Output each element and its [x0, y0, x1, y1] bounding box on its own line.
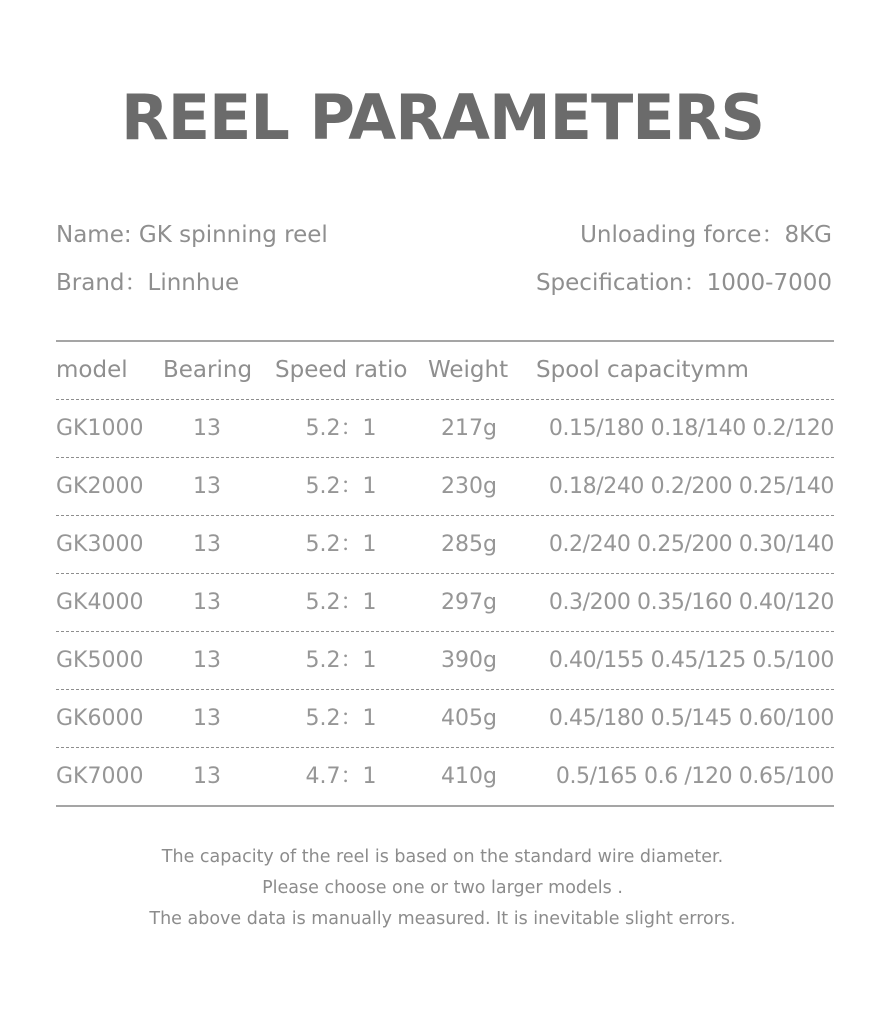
cell-speed-ratio: 5.2：1 — [305, 532, 377, 557]
table-row — [56, 458, 834, 515]
cell-model: GK4000 — [56, 590, 144, 615]
table-row — [56, 748, 834, 805]
cell-spool-capacity: 0.18/240 0.2/200 0.25/140 — [548, 474, 834, 499]
cell-model: GK1000 — [56, 416, 144, 441]
parameters-table — [56, 340, 834, 807]
header-model: model — [56, 357, 128, 383]
cell-speed-ratio: 5.2：1 — [305, 474, 377, 499]
footnotes — [0, 842, 885, 935]
table-row — [56, 574, 834, 631]
table-row — [56, 400, 834, 457]
specification: Specification：1000-7000 — [535, 270, 832, 296]
cell-speed-ratio: 4.7：1 — [305, 764, 377, 789]
cell-bearing: 13 — [193, 764, 221, 789]
table-row — [56, 516, 834, 573]
cell-weight: 217g — [441, 416, 497, 441]
cell-spool-capacity: 0.40/155 0.45/125 0.5/100 — [548, 648, 834, 673]
cell-spool-capacity: 0.15/180 0.18/140 0.2/120 — [548, 416, 834, 441]
cell-model: GK5000 — [56, 648, 144, 673]
cell-weight: 390g — [441, 648, 497, 673]
cell-bearing: 13 — [193, 706, 221, 731]
page-title: REEL PARAMETERS — [120, 81, 765, 154]
cell-model: GK3000 — [56, 532, 144, 557]
cell-model: GK2000 — [56, 474, 144, 499]
cell-spool-capacity: 0.45/180 0.5/145 0.60/100 — [548, 706, 834, 731]
cell-spool-capacity: 0.2/240 0.25/200 0.30/140 — [548, 532, 834, 557]
table-row — [56, 632, 834, 689]
unloading-force: Unloading force：8KG — [580, 222, 832, 248]
cell-bearing: 13 — [193, 474, 221, 499]
product-name: Name: GK spinning reel — [56, 222, 328, 248]
cell-speed-ratio: 5.2：1 — [305, 706, 377, 731]
cell-bearing: 13 — [193, 648, 221, 673]
footnote-line: Please choose one or two larger models . — [262, 878, 623, 898]
cell-speed-ratio: 5.2：1 — [305, 416, 377, 441]
table-row — [56, 690, 834, 747]
cell-model: GK6000 — [56, 706, 144, 731]
header-bearing: Bearing — [163, 357, 253, 383]
footnote-line: The above data is manually measured. It is inevitable slight errors. — [149, 909, 736, 929]
cell-speed-ratio: 5.2：1 — [305, 648, 377, 673]
table-header-row — [56, 342, 834, 399]
table-bottom-border — [56, 805, 834, 807]
cell-speed-ratio: 5.2：1 — [305, 590, 377, 615]
header-spool-capacity: Spool capacitymm — [536, 357, 749, 383]
cell-bearing: 13 — [193, 590, 221, 615]
cell-weight: 405g — [441, 706, 497, 731]
cell-spool-capacity: 0.3/200 0.35/160 0.40/120 — [548, 590, 834, 615]
cell-weight: 410g — [441, 764, 497, 789]
cell-spool-capacity: 0.5/165 0.6 /120 0.65/100 — [555, 764, 834, 789]
cell-weight: 297g — [441, 590, 497, 615]
product-brand: Brand：Linnhue — [56, 270, 240, 296]
header-speed-ratio: Speed ratio — [275, 357, 408, 383]
cell-weight: 285g — [441, 532, 497, 557]
cell-model: GK7000 — [56, 764, 144, 789]
cell-weight: 230g — [441, 474, 497, 499]
cell-bearing: 13 — [193, 416, 221, 441]
header-weight: Weight — [428, 357, 509, 383]
footnote-line: The capacity of the reel is based on the standard wire diameter. — [161, 847, 724, 867]
cell-bearing: 13 — [193, 532, 221, 557]
